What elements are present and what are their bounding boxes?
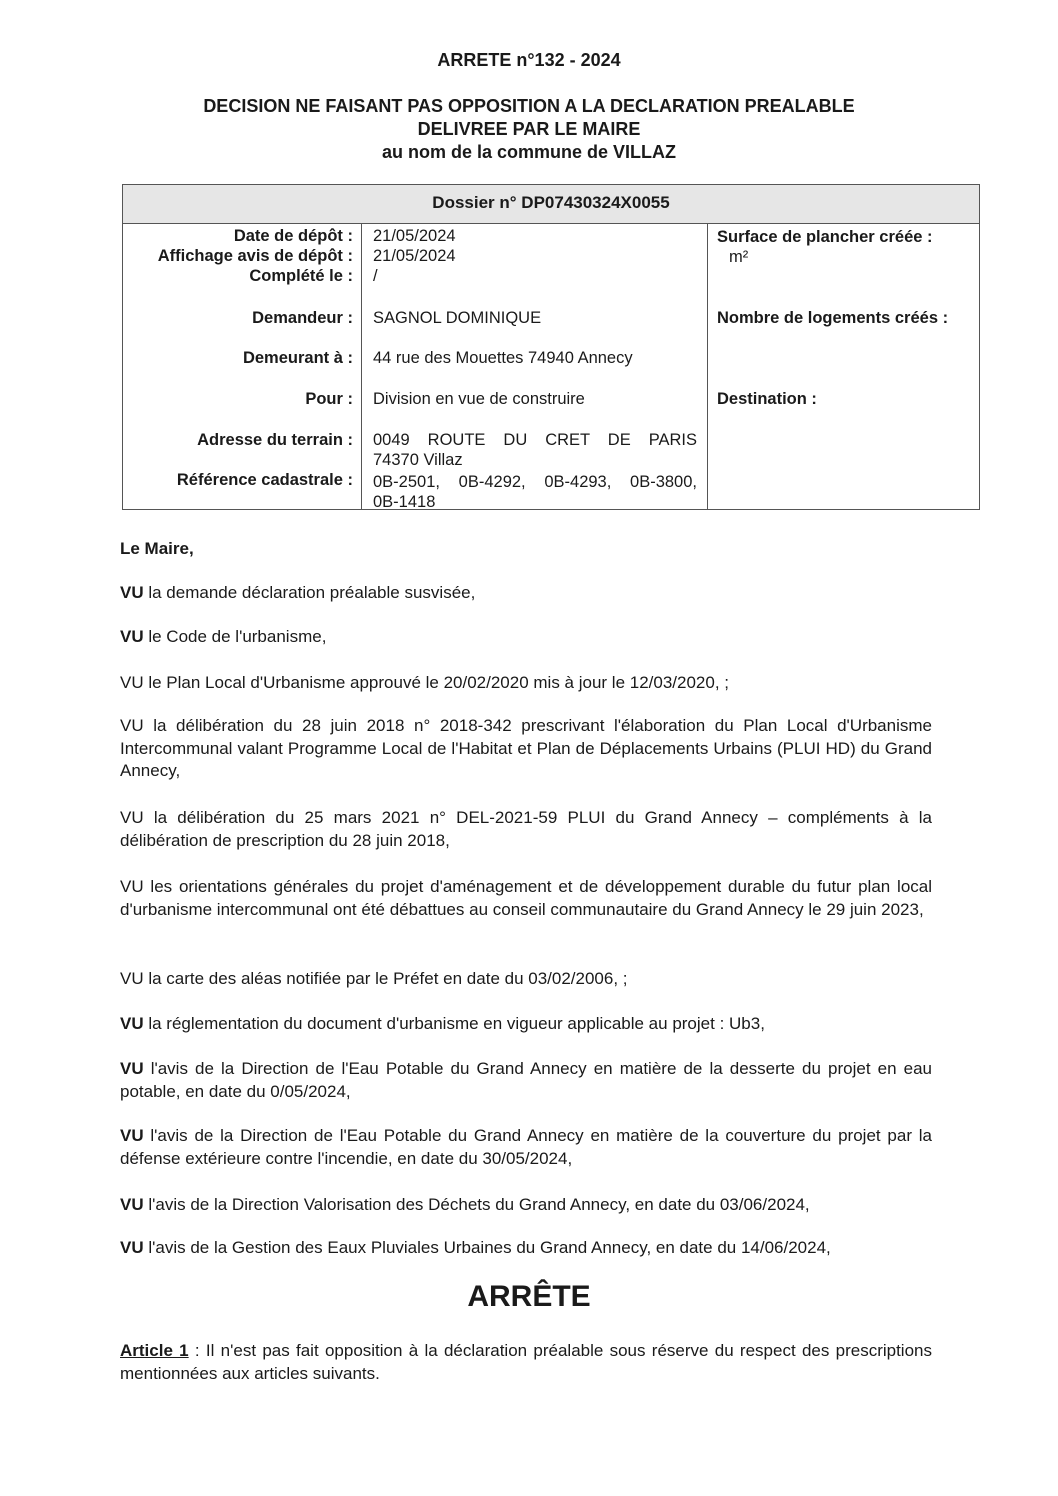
vu-keyword: VU bbox=[120, 1126, 144, 1145]
vu-text: le Code de l'urbanisme, bbox=[143, 627, 327, 646]
value-demeurant: 44 rue des Mouettes 74940 Annecy bbox=[373, 349, 633, 367]
vu-text: la réglementation du document d'urbanisme en vigueur applicable au projet : Ub3, bbox=[143, 1014, 765, 1033]
vu-paragraph-4: VU la délibération du 28 juin 2018 n° 2018-342 prescrivant l'élaboration du Plan Local d'Urbanisme Intercommunal valant Programme Local de l'Habitat et Plan de Déplacements Urbains (PLUI HD) du Grand Annecy, bbox=[120, 716, 932, 780]
vu-keyword: VU bbox=[120, 1195, 144, 1214]
vu-paragraph-11 bbox=[120, 1194, 932, 1217]
value-reference-line2: 0B-1418 bbox=[373, 493, 436, 511]
label-affichage: Affichage avis de dépôt : bbox=[157, 247, 353, 265]
label-complete: Complété le : bbox=[249, 267, 353, 285]
surface-label: Surface de plancher créée : bbox=[717, 228, 933, 246]
value-reference-line1: 0B-2501, 0B-4292, 0B-4293, 0B-3800, bbox=[373, 473, 697, 491]
column-divider bbox=[707, 223, 708, 510]
vu-text: l'avis de la Gestion des Eaux Pluviales Urbaines du Grand Annecy, en date du 14/06/2024, bbox=[143, 1238, 831, 1257]
value-pour: Division en vue de construire bbox=[373, 390, 585, 408]
vu-paragraph-1 bbox=[120, 582, 932, 605]
dossier-table bbox=[122, 184, 980, 510]
vu-paragraph-7: VU la carte des aléas notifiée par le Préfet en date du 03/02/2006, ; bbox=[120, 969, 628, 988]
decision-title-line3: au nom de la commune de VILLAZ bbox=[381, 142, 677, 162]
label-reference: Référence cadastrale : bbox=[176, 471, 353, 489]
column-divider bbox=[361, 223, 362, 510]
value-adresse-line1: 0049 ROUTE DU CRET DE PARIS bbox=[373, 431, 697, 449]
vu-keyword: VU bbox=[120, 1059, 144, 1078]
arrete-number: ARRETE n°132 - 2024 bbox=[437, 50, 621, 70]
value-date-depot: 21/05/2024 bbox=[373, 227, 456, 245]
label-demeurant: Demeurant à : bbox=[242, 349, 353, 367]
vu-paragraph-10 bbox=[120, 1125, 932, 1170]
label-adresse: Adresse du terrain : bbox=[197, 431, 353, 449]
vu-text: la demande déclaration préalable susvisée, bbox=[143, 583, 476, 602]
vu-keyword: VU bbox=[120, 1238, 144, 1257]
le-maire: Le Maire, bbox=[120, 539, 194, 558]
vu-paragraph-8 bbox=[120, 1013, 932, 1036]
vu-paragraph-2 bbox=[120, 626, 932, 649]
logements-label: Nombre de logements créés : bbox=[717, 309, 949, 327]
dossier-number: Dossier n° DP07430324X0055 bbox=[123, 185, 979, 224]
vu-paragraph-3: VU le Plan Local d'Urbanisme approuvé le 20/02/2020 mis à jour le 12/03/2020, ; bbox=[120, 673, 730, 692]
vu-paragraph-12 bbox=[120, 1237, 932, 1260]
article-1-text: : Il n'est pas fait opposition à la déclaration préalable sous réserve du respect des prescriptions mentionnées aux articles suivants. bbox=[120, 1341, 932, 1383]
vu-paragraph-5: VU la délibération du 25 mars 2021 n° DEL-2021-59 PLUI du Grand Annecy – compléments à la délibération de prescription du 28 juin 2018, bbox=[120, 808, 932, 850]
article-1-label: Article 1 bbox=[120, 1341, 189, 1360]
vu-paragraph-9 bbox=[120, 1058, 932, 1103]
vu-text: l'avis de la Direction Valorisation des Déchets du Grand Annecy, en date du 03/06/2024, bbox=[143, 1195, 810, 1214]
decision-title-line1: DECISION NE FAISANT PAS OPPOSITION A LA DECLARATION PREALABLE bbox=[203, 96, 855, 116]
vu-paragraph-6: VU les orientations générales du projet d'aménagement et de développement durable du futur plan local d'urbanisme intercommunal ont été débattues au conseil communautaire du Grand Annecy le 29 juin 2023, bbox=[120, 877, 932, 919]
vu-text: l'avis de la Direction de l'Eau Potable du Grand Annecy en matière de la desserte du projet en eau potable, en date du 0/05/2024, bbox=[120, 1059, 932, 1101]
vu-keyword: VU bbox=[120, 1014, 144, 1033]
vu-keyword: VU bbox=[120, 583, 144, 602]
vu-keyword: VU bbox=[120, 627, 144, 646]
decision-title-line2: DELIVREE PAR LE MAIRE bbox=[417, 119, 641, 139]
label-demandeur: Demandeur : bbox=[252, 309, 353, 327]
vu-text: l'avis de la Direction de l'Eau Potable du Grand Annecy en matière de la couverture du projet par la défense extérieure contre l'incendie, en date du 30/05/2024, bbox=[120, 1126, 932, 1168]
value-demandeur: SAGNOL DOMINIQUE bbox=[373, 309, 542, 327]
destination-label: Destination : bbox=[717, 390, 817, 408]
label-pour: Pour : bbox=[305, 390, 353, 408]
value-adresse-line2: 74370 Villaz bbox=[373, 451, 463, 469]
value-complete: / bbox=[373, 267, 378, 285]
surface-unit: m² bbox=[729, 248, 749, 266]
value-affichage: 21/05/2024 bbox=[373, 247, 456, 265]
article-1 bbox=[120, 1340, 932, 1385]
label-date-depot: Date de dépôt : bbox=[233, 227, 353, 245]
arrete-heading: ARRÊTE bbox=[467, 1280, 591, 1313]
